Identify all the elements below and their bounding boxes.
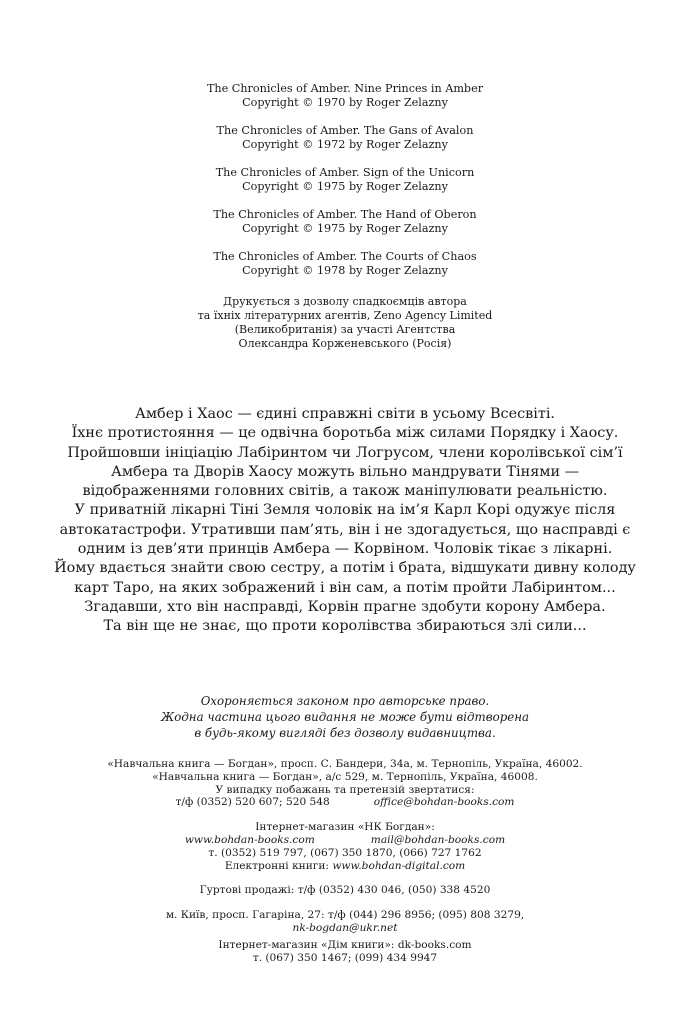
shop-links-line: [0, 834, 690, 847]
office-contact-line: [0, 796, 690, 809]
permission-line: Друкується з дозволу спадкоємців автора: [223, 295, 467, 308]
shop-email-link[interactable]: mail@bohdan-books.com: [370, 833, 506, 846]
publisher-contacts: [0, 758, 690, 964]
copyright-item: [0, 124, 690, 152]
dim-knyhy-phones: т. (067) 350 1467; (099) 434 9947: [252, 951, 438, 964]
annotation-line: Та він ще не знає, що проти королівства збираються злі сили...: [103, 618, 587, 635]
copyright-title: The Chronicles of Amber. Nine Princes in Amber: [206, 82, 484, 95]
shop-site-link[interactable]: www.bohdan-books.com: [184, 833, 315, 846]
protection-line: Жодна частина цього видання не може бути відтворена: [160, 710, 530, 724]
copyright-item: [0, 166, 690, 194]
ebooks-site-link[interactable]: www.bohdan-digital.com: [332, 859, 466, 872]
permission-line: Олександра Корженевського (Росія): [238, 337, 452, 350]
copyright-line: Copyright © 1972 by Roger Zelazny: [242, 138, 448, 151]
copyright-title: The Chronicles of Amber. Sign of the Unicorn: [215, 166, 475, 179]
copyright-title: The Chronicles of Amber. The Hand of Oberon: [213, 208, 477, 221]
office-email-link[interactable]: office@bohdan-books.com: [373, 796, 515, 809]
kyiv-address: м. Київ, просп. Гагаріна, 27: т/ф (044) 296 8956; (095) 808 3279,: [165, 909, 525, 922]
copyright-item: [0, 250, 690, 278]
ebooks-label: Електронні книги:: [224, 859, 333, 872]
protection-line: в будь-якому вигляді без дозволу видавництва.: [194, 726, 496, 740]
annotation-line: У приватній лікарні Тіні Земля чоловік на ім’я Карл Корі одужує після: [74, 502, 616, 519]
copyright-title: The Chronicles of Amber. The Gans of Avalon: [216, 124, 474, 137]
copyright-notices: [0, 82, 690, 292]
permission-line: (Великобританія) за участі Агентства: [234, 323, 456, 336]
ebooks-line: [0, 860, 690, 873]
protection-line: Охороняється законом про авторське право.: [200, 694, 490, 708]
claims-line: У випадку побажань та претензій звертатися:: [215, 783, 475, 796]
kyiv-email-link[interactable]: nk-bogdan@ukr.net: [292, 921, 398, 934]
annotation-line: автокатастрофи. Утративши пам’ять, він і не здогадується, що насправді є: [59, 521, 631, 538]
publisher-address: «Навчальна книга — Богдан», просп. С. Бандери, 34а, м. Тернопіль, Україна, 46002.: [107, 758, 583, 770]
shop-title: Інтернет-магазин «НК Богдан»:: [255, 821, 435, 834]
copyright-item: [0, 208, 690, 236]
annotation-line: Пройшовши ініціацію Лабіринтом чи Логрусом, члени королівської сім’ї: [67, 444, 623, 461]
permission-line: та їхніх літературних агентів, Zeno Agency Limited: [197, 309, 493, 322]
copyright-title: The Chronicles of Amber. The Courts of Chaos: [213, 250, 477, 263]
wholesale-line: Гуртові продажі: т/ф (0352) 430 046, (050) 338 4520: [199, 884, 491, 897]
copyright-protection-notice: [0, 693, 690, 741]
annotation-line: карт Таро, на яких зображений і він сам, а потім пройти Лабіринтом...: [74, 579, 616, 596]
annotation-line: Амбер і Хаос — єдині справжні світи в усьому Всесвіті.: [134, 406, 556, 422]
annotation-line: Йому вдається знайти свою сестру, а потім і брата, відшукати дивну колоду: [54, 560, 636, 577]
copyright-line: Copyright © 1970 by Roger Zelazny: [242, 96, 448, 109]
annotation-line: одним із дев’яти принців Амбера — Корвіном. Чоловік тікає з лікарні.: [77, 541, 613, 558]
annotation-line: Амбера та Дворів Хаосу можуть вільно мандрувати Тінями —: [110, 463, 580, 480]
copyright-line: Copyright © 1975 by Roger Zelazny: [242, 180, 448, 193]
copyright-item: [0, 82, 690, 110]
book-annotation: [0, 405, 690, 637]
annotation-line: відображеннями головних світів, а також маніпулювати реальністю.: [82, 483, 608, 500]
copyright-line: Copyright © 1975 by Roger Zelazny: [242, 222, 448, 235]
copyright-line: Copyright © 1978 by Roger Zelazny: [242, 264, 448, 277]
annotation-line: Згадавши, хто він насправді, Корвін прагне здобути корону Амбера.: [84, 598, 606, 615]
annotation-line: Їхнє протистояння — це одвічна боротьба між силами Порядку і Хаосу.: [71, 425, 619, 442]
publisher-po-box: «Навчальна книга — Богдан», а/с 529, м. Тернопіль, Україна, 46008.: [152, 770, 538, 783]
office-phone: т/ф (0352) 520 607; 520 548: [175, 796, 330, 809]
permission-notice: [0, 295, 690, 351]
dim-knyhy-line: Інтернет-магазин «Дім книги»: dk-books.com: [218, 938, 472, 951]
shop-phones: т. (0352) 519 797, (067) 350 1870, (066) 727 1762: [208, 846, 482, 859]
